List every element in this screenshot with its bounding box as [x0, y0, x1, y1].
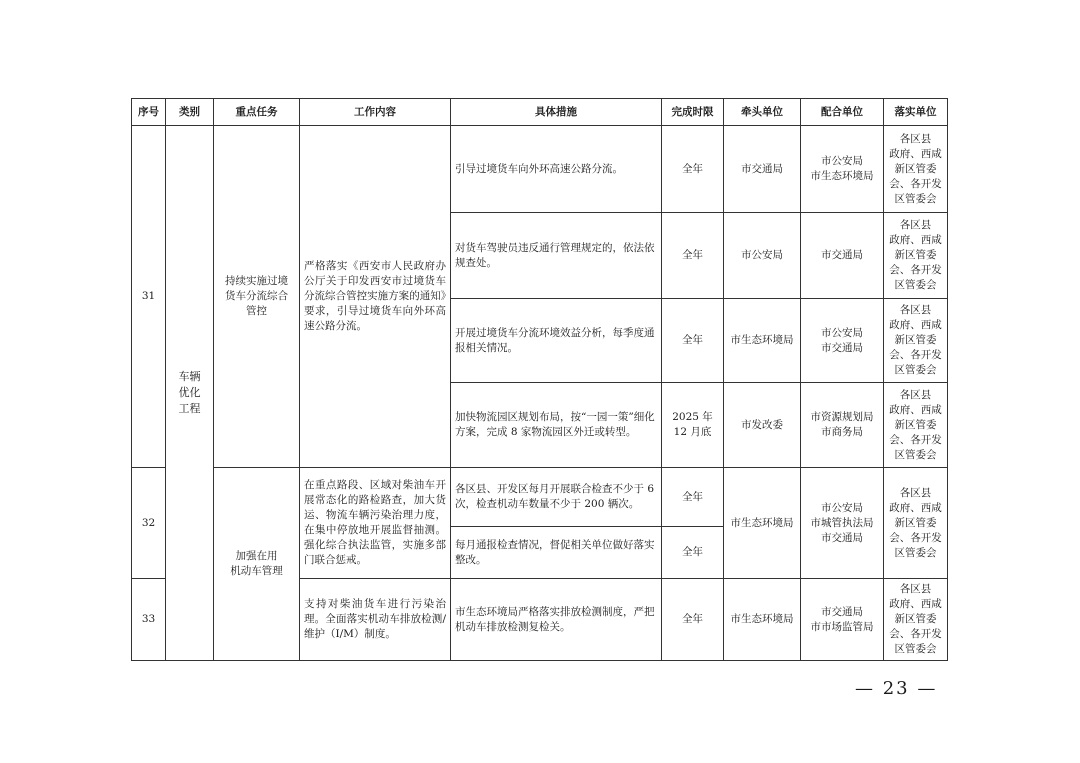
impl-label: 各区县 政府、西咸 新区管委 会、各开发 区管委会 [889, 219, 942, 291]
support-label: 市公安局 市城管执法局 市交通局 [810, 501, 874, 544]
header-work-content: 工作内容 [300, 99, 451, 126]
table-row [132, 126, 948, 213]
support-cell: 市交通局 [801, 213, 884, 299]
content-cell: 严格落实《西安市人民政府办公厅关于印发西安市过境货车分流综合管控实施方案的通知》要求，引导过境货车向外环高速公路分流。 [300, 126, 451, 468]
serial-cell: 33 [132, 579, 166, 661]
category-cell [166, 126, 214, 661]
deadline-cell [662, 383, 724, 468]
deadline-label: 全年 [682, 162, 703, 175]
work-plan-table [131, 98, 948, 661]
support-cell [801, 383, 884, 468]
deadline-label: 2025 年 12 月底 [672, 411, 713, 438]
support-cell [801, 579, 884, 661]
serial-cell: 31 [132, 126, 166, 468]
header-row [132, 99, 948, 126]
support-cell [801, 126, 884, 213]
header-category: 类别 [166, 99, 214, 126]
impl-label: 各区县 政府、西咸 新区管委 会、各开发 区管委会 [889, 388, 942, 461]
impl-cell [884, 383, 948, 468]
task-cell [214, 468, 300, 661]
lead-cell: 市生态环境局 [724, 468, 801, 579]
lead-cell: 市公安局 [724, 213, 801, 299]
measure-cell: 各区县、开发区每月开展联合检查不少于 6 次，检查机动车数量不少于 200 辆次。 [451, 468, 662, 527]
lead-cell: 市生态环境局 [724, 579, 801, 661]
support-cell [801, 299, 884, 383]
measure-cell: 市生态环境局严格落实排放检测制度，严把机动车排放检测复检关。 [451, 579, 662, 661]
header-lead-unit: 牵头单位 [724, 99, 801, 126]
task-label: 持续实施过境 货车分流综合 管控 [225, 275, 288, 317]
lead-cell: 市交通局 [724, 126, 801, 213]
support-cell [801, 468, 884, 579]
impl-label: 各区县 政府、西咸 新区管委 会、各开发 区管委会 [889, 304, 942, 376]
header-key-task: 重点任务 [214, 99, 300, 126]
deadline-cell: 全年 [662, 299, 724, 383]
impl-cell [884, 126, 948, 213]
measure-cell: 引导过境货车向外环高速公路分流。 [451, 126, 662, 213]
deadline-cell: 全年 [662, 468, 724, 527]
lead-cell: 市发改委 [724, 383, 801, 468]
header-support-unit: 配合单位 [801, 99, 884, 126]
measure-cell: 开展过境货车分流环境效益分析，每季度通报相关情况。 [451, 299, 662, 383]
header-deadline: 完成时限 [662, 99, 724, 126]
support-label: 市交通局 市市场监管局 [810, 605, 874, 633]
page-number: — 23 — [855, 678, 938, 699]
measure-cell: 加快物流园区规划布局，按“一园一策”细化方案，完成 8 家物流园区外迁或转型。 [451, 383, 662, 468]
deadline-cell: 全年 [662, 579, 724, 661]
content-cell: 在重点路段、区域对柴油车开展常态化的路检路查，加大货运、物流车辆污染治理力度，在集中停放地开展监督抽测。强化综合执法监管，实施多部门联合惩戒。 [300, 468, 451, 579]
serial-cell: 32 [132, 468, 166, 579]
task-cell [214, 126, 300, 468]
header-serial: 序号 [132, 99, 166, 126]
header-impl-unit: 落实单位 [884, 99, 948, 126]
support-label: 市公安局 市生态环境局 [810, 155, 874, 182]
impl-cell [884, 299, 948, 383]
deadline-cell: 全年 [662, 527, 724, 579]
support-label: 市资源规划局 市商务局 [810, 411, 874, 438]
table-row [132, 468, 948, 527]
lead-cell: 市生态环境局 [724, 299, 801, 383]
impl-cell [884, 579, 948, 661]
deadline-cell [662, 126, 724, 213]
deadline-cell: 全年 [662, 213, 724, 299]
measure-cell: 每月通报检查情况，督促相关单位做好落实整改。 [451, 527, 662, 579]
measure-cell: 对货车驾驶员违反通行管理规定的，依法依规查处。 [451, 213, 662, 299]
support-label: 市公安局 市交通局 [821, 326, 863, 354]
impl-label: 各区县 政府、西咸 新区管委 会、各开发 区管委会 [889, 583, 942, 655]
content-cell: 支持对柴油货车进行污染治理。全面落实机动车排放检测/维护（I/M）制度。 [300, 579, 451, 661]
impl-label: 各区县 政府、西咸 新区管委 会、各开发 区管委会 [889, 486, 942, 559]
impl-cell [884, 468, 948, 579]
impl-label: 各区县 政府、西咸 新区管委 会、各开发 区管委会 [889, 132, 942, 205]
header-measures: 具体措施 [451, 99, 662, 126]
task-label: 加强在用 机动车管理 [230, 550, 283, 577]
impl-cell [884, 213, 948, 299]
category-label: 车辆 优化 工程 [178, 370, 201, 415]
